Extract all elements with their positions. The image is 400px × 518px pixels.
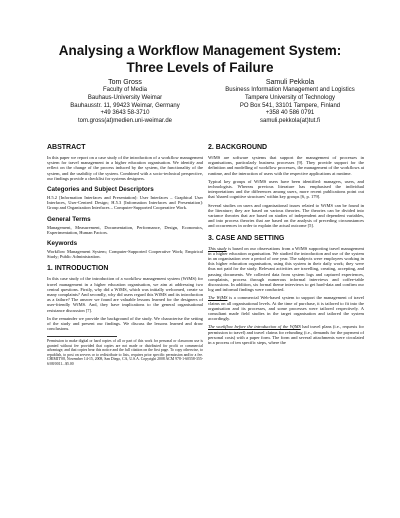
author-block-2 (195, 78, 385, 126)
case-paragraph-2-lead: The WfMS (208, 295, 228, 301)
author-email: tom.gross(at)medien.uni-weimar.de (77, 118, 173, 125)
paper-title (0, 42, 400, 76)
background-paragraph-2: Typical key groups of WfMS users have been identified: managers, users, and technologists. Whereas previous literature has emphasised the individual interpretations and the differences among users, more recent publications point out that 'shared cognitive structures' within key groups [6, p. 179]. (208, 178, 364, 200)
author-name: Tom Gross (108, 79, 142, 86)
author-institution: Bauhaus-University Weimar (87, 94, 163, 101)
author-email: samuli.pekkola(at)tut.fi (259, 118, 321, 125)
keywords-heading: Keywords (47, 240, 78, 248)
general-terms-heading: General Terms (47, 215, 91, 223)
author-institution: Tampere University of Technology (245, 94, 335, 101)
case-paragraph-2-body: is a commercial Web-based system to support the management of travel claims on all organisational levels. At the time of purchase, it is tailored to fit into the organisation and its processes, and some processes were tailored respectively. A consultant made field studies in the target organisation and tailored the system accordingly. (208, 295, 365, 322)
categories-heading: Categories and Subject Descriptors (47, 186, 154, 194)
abstract-heading: ABSTRACT (47, 144, 86, 151)
case-paragraph-1-lead: This study (208, 245, 227, 251)
introduction-heading: 1. INTRODUCTION (47, 265, 109, 273)
introduction-paragraph-2: In the remainder we provide the background of the study. We characterise the setting of the study and present our findings. We discuss the lessons learned and draw conclusions. (47, 315, 203, 332)
case-paragraph-3-body: had travel plans (i.e., requests for permission to travel) and travel claims for refunding (i.e., demands for the payment of personal costs) with a paper form. The form and several attachments were circulated in a process of ten specific steps, where the (208, 324, 364, 346)
right-column (208, 144, 364, 348)
case-paragraph-1-body: is based on our observations from a WfMS supporting travel management in a higher education organisation. We studied the introduction and use of the system in an organisation over a period of one year. The subjects were employees working in this higher education organisation, using this system in their daily work; they were thus not paid for the study. Relevant activities are travelling, creating, accepting, and passing documents. We collected data from system logs and captured experiences, complaints, process through numerous informal interviews and coffee-table discussions. In addition, six formal theme interviews to get hard-data and confirm our log and informal findings were conducted. (208, 245, 365, 293)
footnote-divider (47, 336, 117, 337)
background-paragraph-3: Several studies on users and organisational issues related to WfMS can be found in the literature; they are based on various theories. The theories can be divided into variance theories that are based on studies of independent and dependent variables, and into process theories that are based on the analysis of preceding circumstances and occurrences in order to explain the actual outcome [5]. (208, 202, 364, 229)
author-phone: +358 40 586 0791 (265, 110, 315, 117)
introduction-paragraph-1: In this case study of the introduction of a workflow management system (WfMS) for travel management in a higher education organisation, we aim at addressing two central questions. Firstly, why did a WfMS, which was initially welcomed, create so many complaints? And secondly, why did users regard this WfMS and its introduction as a failure? The answer we found are valuable lessons learned for the designers of user-friendly WfMS. And, they have implications to the general organisational resistance discussion [7]. (47, 276, 203, 313)
author-name: Samuli Pekkola (265, 79, 315, 86)
title-line-1: Analysing a Workflow Management System: (58, 43, 342, 58)
author-address: PO Box 541, 33101 Tampere, Finland (239, 102, 341, 109)
left-column (47, 144, 203, 366)
case-paragraph-3-lead: The workflow before the introduction of the WfMS (208, 324, 301, 330)
author-block-1 (50, 78, 200, 126)
case-heading: 3. CASE AND SETTING (208, 234, 285, 242)
author-address: Bauhausstr. 11, 99423 Weimar, Germany (70, 102, 180, 109)
abstract-text: In this paper we report on a case study of the introduction of a workflow management system for travel management in a higher education organisation. We identify and reflect on the change of the process induced by the system, the functionality of the system, and the usability of the system. Combined with a socio-technical perspective, our findings provide a checklist for systems designers. (47, 155, 203, 181)
case-paragraph-2 (208, 295, 364, 321)
author-phone: +49 3643 58-3710 (100, 110, 150, 117)
title-line-2: Three Levels of Failure (126, 60, 274, 75)
background-heading: 2. BACKGROUND (208, 144, 268, 151)
copyright-footnote: Permission to make digital or hard copies of all or part of this work for personal or classroom use is granted without fee provided that copies are not made or distributed for profit or commercial advantage, and that copies bear this notice and the full citation on the first page. To copy otherwise, to republish, to post on servers or to redistribute to lists, requires prior specific permission and/or a fee. CHIMIT'08, November 14-15, 2008, San Diego, CA, U.S.A. Copyright 2008 ACM 978-1-60558-355-6/08/0011...$5.00 (47, 339, 203, 366)
keywords-text: Workflow Management System; Computer-Supported Cooperative Work; Empirical Study; Public Administration. (47, 249, 203, 260)
case-paragraph-1 (208, 246, 364, 293)
author-affiliation: Faculty of Media (102, 87, 148, 93)
case-paragraph-3 (208, 324, 364, 345)
general-terms-text: Management, Measurement, Documentation, Performance, Design, Economics, Experimentation, Human Factors. (47, 224, 203, 235)
categories-text: H.5.2 [Information Interfaces and Presentation]: User Interfaces – Graphical User Interfaces, User-Centred Design; H.5.3 [Information Interfaces and Presentation]: Group and Organization Interfaces – Computer-Supported Cooperative Work. (47, 195, 203, 211)
author-affiliation: Business Information Management and Logistics (225, 87, 355, 93)
background-paragraph-1: WfMS are software systems that support the management of processes in organisations, particularly business processes [9]. They provide support for the definition and modelling of workflow processes, the management of the workflows at runtime, and the interaction of users with the respective applications at runtime. (208, 155, 364, 176)
